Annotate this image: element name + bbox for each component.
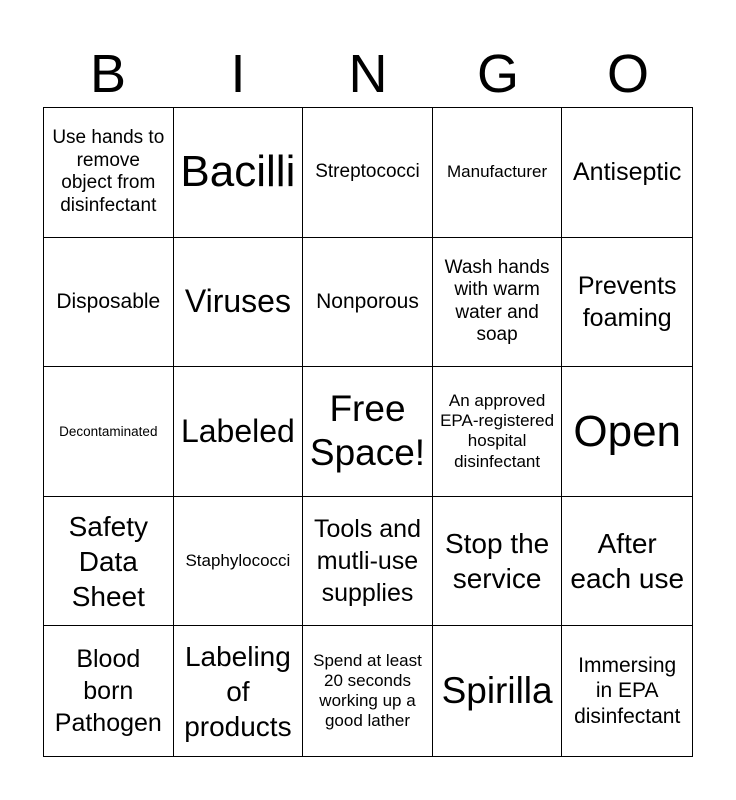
bingo-cell[interactable]: Spirilla bbox=[433, 626, 563, 756]
header-letter-b: B bbox=[89, 44, 127, 104]
header-letter-n: N bbox=[348, 44, 388, 104]
bingo-cell[interactable]: Manufacturer bbox=[433, 108, 563, 238]
bingo-cell[interactable]: Stop the service bbox=[433, 497, 563, 627]
bingo-cell[interactable]: An approved EPA-registered hospital disinfectant bbox=[433, 367, 563, 497]
bingo-cell[interactable]: Free Space! bbox=[303, 367, 433, 497]
bingo-cell[interactable]: Nonporous bbox=[303, 238, 433, 368]
bingo-cell[interactable]: Immersing in EPA disinfectant bbox=[574, 653, 681, 728]
bingo-cell[interactable]: Viruses bbox=[174, 238, 304, 368]
bingo-cell[interactable]: Wash hands with warm water and soap bbox=[433, 238, 563, 368]
bingo-cell[interactable]: Staphylococci bbox=[174, 497, 304, 627]
bingo-cell[interactable]: Use hands to remove object from disinfectant bbox=[44, 108, 174, 238]
bingo-cell[interactable]: Blood born Pathogen bbox=[44, 626, 174, 756]
header-letter-g: G bbox=[476, 44, 519, 104]
bingo-cell[interactable]: Prevents foaming bbox=[562, 238, 692, 368]
bingo-cell[interactable]: Tools and mutli-use supplies bbox=[303, 497, 433, 627]
bingo-board bbox=[43, 107, 693, 757]
bingo-header bbox=[43, 40, 693, 108]
bingo-cell[interactable]: Streptococci bbox=[303, 108, 433, 238]
header-letter-o: O bbox=[606, 44, 649, 104]
bingo-cell[interactable]: Antiseptic bbox=[562, 108, 692, 238]
header-letter-i: I bbox=[230, 44, 246, 104]
bingo-cell[interactable]: Open bbox=[562, 367, 692, 497]
bingo-cell[interactable]: Spend at least 20 seconds working up a good lather bbox=[303, 626, 433, 756]
bingo-cell[interactable]: After each use bbox=[562, 497, 692, 627]
bingo-cell[interactable]: Bacilli bbox=[174, 108, 304, 238]
bingo-cell[interactable]: Labeled bbox=[174, 367, 304, 497]
bingo-cell[interactable]: Decontaminated bbox=[44, 367, 174, 497]
bingo-cell[interactable]: Disposable bbox=[44, 238, 174, 368]
bingo-cell[interactable]: Safety Data Sheet bbox=[44, 497, 174, 627]
bingo-cell[interactable]: Labeling of products bbox=[174, 626, 304, 756]
